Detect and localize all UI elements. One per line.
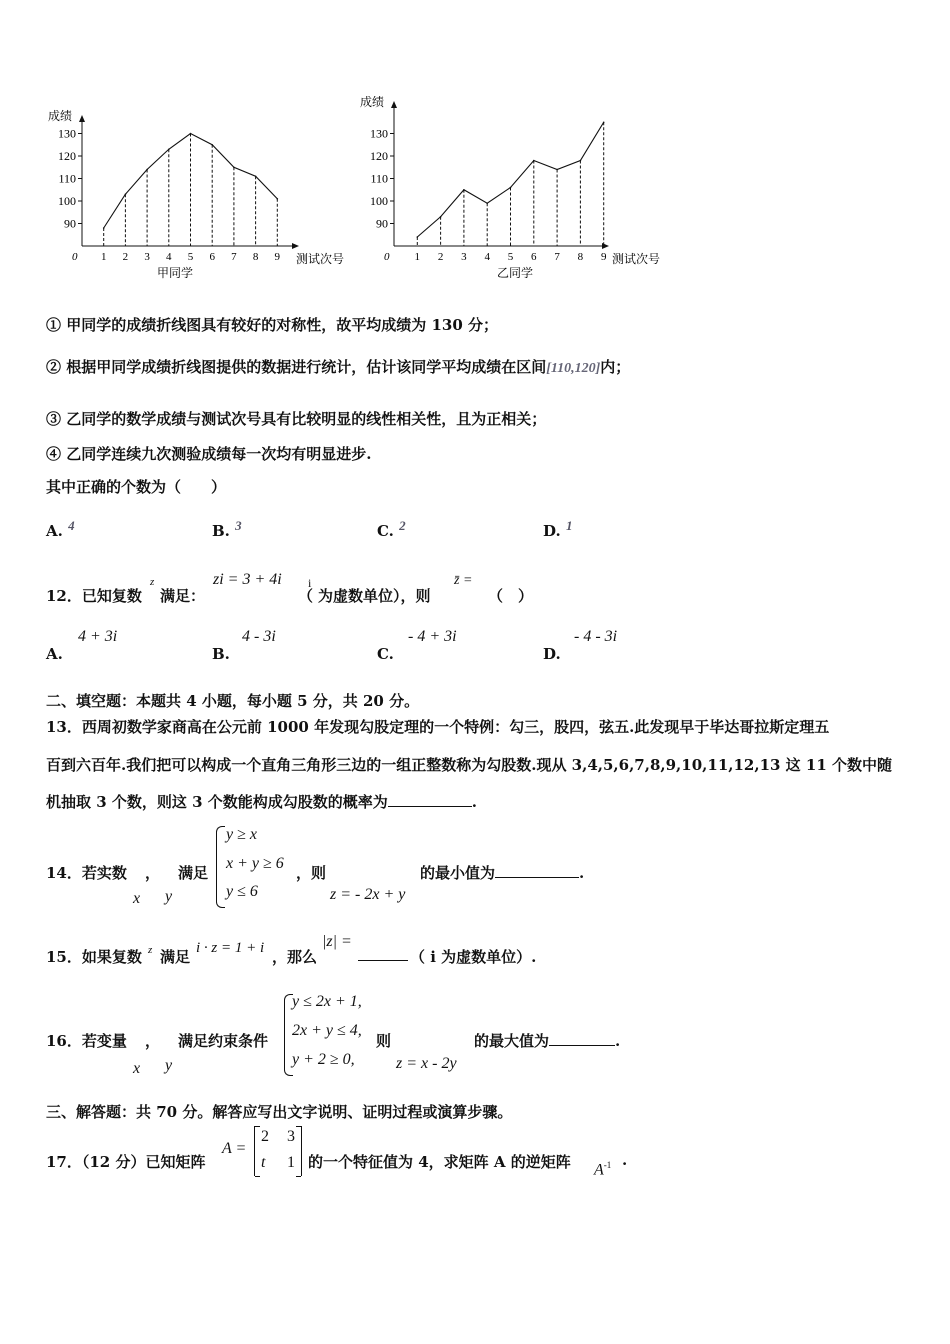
data-point xyxy=(463,189,465,191)
q15-abs-z: |z| = xyxy=(322,933,352,950)
q13-answer-blank[interactable] xyxy=(388,792,472,807)
q13-line-1: 13．西周初数学家商高在公元前 1000 年发现勾股定理的一个特例：勾三，股四，弦五.此发现早于毕达哥拉斯定理五 xyxy=(46,718,830,736)
data-point xyxy=(486,202,488,204)
data-point xyxy=(603,121,605,123)
q15-answer-blank[interactable] xyxy=(358,946,408,961)
q14-var-x: x xyxy=(133,890,141,907)
q17-inverse-A: A xyxy=(594,1161,604,1179)
y-tick-label: 130 xyxy=(58,126,76,141)
q17-A-eq: A = xyxy=(222,1140,247,1157)
chart-title: 乙同学 xyxy=(496,266,534,280)
x-tick-label: 8 xyxy=(577,251,584,263)
q17-matrix xyxy=(254,1126,302,1176)
q12-option-b-value[interactable]: 4 - 3i xyxy=(242,628,276,645)
q15-then: ，那么 xyxy=(272,948,318,966)
x-tick-label: 1 xyxy=(414,251,421,263)
q17-end: . xyxy=(622,1151,628,1169)
q12-stem-prefix: 12．已知复数 xyxy=(46,587,142,605)
q13-line-3-text: 机抽取 3 个数，则这 3 个数能构成勾股数的概率为 xyxy=(46,793,388,811)
q16-prefix: 16．若变量 xyxy=(46,1032,127,1050)
q14-brace xyxy=(216,826,225,908)
y-axis-arrow xyxy=(79,115,85,122)
origin-label: 0 xyxy=(72,251,78,263)
y-tick-label: 100 xyxy=(58,194,76,208)
x-tick-label: 7 xyxy=(231,251,237,263)
q17-matrix-m11: 2 xyxy=(261,1128,269,1145)
q17-matrix-m22: 1 xyxy=(287,1154,295,1171)
q12-zbar: z̄ = xyxy=(454,573,473,588)
q15-answer-blank-wrap xyxy=(358,946,408,965)
data-point xyxy=(255,175,257,177)
q12-option-c-value[interactable]: - 4 + 3i xyxy=(408,628,457,645)
q17-post: 的一个特征值为 4，求矩阵 A 的逆矩阵 xyxy=(308,1153,571,1171)
q15-unit: （ i 为虚数单位）. xyxy=(410,948,537,966)
y-axis-label: 成绩 xyxy=(360,96,385,109)
x-tick-label: 4 xyxy=(166,251,172,263)
q16-post xyxy=(474,1030,620,1051)
x-tick-label: 9 xyxy=(600,251,607,263)
y-tick-label: 130 xyxy=(370,126,388,141)
y-axis-label: 成绩 xyxy=(48,109,73,123)
statement-2-interval: [110,120] xyxy=(546,361,601,376)
x-axis-arrow xyxy=(292,243,299,249)
q12-equation: zi = 3 + 4i xyxy=(213,571,282,588)
q14-objective: z = - 2x + y xyxy=(330,886,406,903)
data-point xyxy=(417,236,419,238)
q11-option-c[interactable]: C. $^2$ xyxy=(377,518,406,540)
q13-line-3 xyxy=(46,791,477,812)
q17-matrix-m21: t xyxy=(261,1154,266,1171)
q17-matrix-right-bracket xyxy=(296,1126,301,1177)
data-point xyxy=(440,216,442,218)
y-axis-arrow xyxy=(391,101,397,108)
y-tick-label: 90 xyxy=(64,216,76,231)
q16-then: 则 xyxy=(376,1032,392,1050)
data-point xyxy=(580,160,582,162)
q16-constraint-2: 2x + y ≤ 4, xyxy=(292,1022,362,1039)
x-tick-label: 2 xyxy=(437,251,444,263)
y-tick-label: 90 xyxy=(376,216,388,231)
q14-constraint-2: x + y ≥ 6 xyxy=(226,855,284,872)
data-point xyxy=(125,193,127,195)
q11-option-b[interactable]: B. $^3$ xyxy=(212,518,242,540)
x-tick-label: 2 xyxy=(122,251,129,263)
q12-unit-text: 为虚数单位），则 xyxy=(318,587,431,605)
q16-post-text: 的最大值为 xyxy=(474,1032,550,1050)
q16-end: . xyxy=(615,1032,621,1050)
q12-option-a-letter[interactable]: A. xyxy=(46,645,63,663)
x-tick-label: 4 xyxy=(484,251,490,263)
chart-jia xyxy=(40,100,360,282)
q15-prefix: 15．如果复数 xyxy=(46,948,142,966)
q16-var-y: y xyxy=(165,1057,173,1074)
data-point xyxy=(146,169,148,171)
x-tick-label: 1 xyxy=(100,251,107,263)
q14-then: ，则 xyxy=(296,864,327,882)
x-tick-label: 7 xyxy=(554,251,560,263)
section-3-heading: 三、解答题：共 70 分。解答应写出文字说明、证明过程或演算步骤。 xyxy=(46,1103,513,1121)
x-tick-label: 8 xyxy=(252,251,259,263)
q13-line-2: 百到六百年.我们把可以构成一个直角三角形三边的一组正整数称为勾股数.现从 3,4,5,6,7,8,9,10,11,12,13 这 11 个数中随 xyxy=(46,756,892,774)
q14-end: . xyxy=(579,864,585,882)
y-tick-label: 110 xyxy=(370,171,388,186)
statement-1: ① 甲同学的成绩折线图具有较好的对称性，故平均成绩为 130 分； xyxy=(46,316,498,334)
q17-matrix-m12: 3 xyxy=(287,1128,295,1145)
q16-answer-blank[interactable] xyxy=(549,1031,615,1046)
q12-option-b-letter[interactable]: B. xyxy=(212,645,230,663)
statement-2 xyxy=(46,356,630,377)
q11-option-a[interactable]: A. $^4$ xyxy=(46,518,75,540)
q13-end: . xyxy=(471,793,477,811)
q12-option-a-value[interactable]: 4 + 3i xyxy=(78,628,118,645)
data-point xyxy=(103,227,105,229)
q14-constraint-1: y ≥ x xyxy=(226,826,257,843)
q17-prefix: 17．（12 分）已知矩阵 xyxy=(46,1153,206,1171)
x-tick-label: 5 xyxy=(507,251,514,263)
data-point xyxy=(168,148,170,150)
x-tick-label: 6 xyxy=(209,251,215,263)
q16-mid: 满足约束条件 xyxy=(178,1032,269,1050)
data-point xyxy=(533,160,535,162)
data-point xyxy=(556,169,558,171)
x-axis-label: 测试次号 xyxy=(612,252,661,266)
q16-comma: ， xyxy=(145,1032,161,1050)
q12-end: （ ） xyxy=(488,587,534,605)
data-point xyxy=(510,187,512,189)
x-tick-label: 9 xyxy=(274,251,281,263)
x-tick-label: 6 xyxy=(531,251,537,263)
q15-mid: 满足 xyxy=(160,948,191,966)
x-axis-label: 测试次号 xyxy=(296,252,345,266)
q14-comma: ， xyxy=(145,864,161,882)
q15-var-z: z xyxy=(148,944,153,956)
chart-title: 甲同学 xyxy=(156,266,194,280)
q16-objective: z = x - 2y xyxy=(396,1055,457,1072)
statement-3: ③ 乙同学的数学成绩与测试次号具有比较明显的线性相关性，且为正相关； xyxy=(46,410,547,428)
q16-constraint-1: y ≤ 2x + 1, xyxy=(292,993,362,1010)
q12-unit-i: i xyxy=(308,576,312,590)
statement-2-text: ② 根据甲同学成绩折线图提供的数据进行统计，估计该同学平均成绩在区间 xyxy=(46,358,547,376)
y-tick-label: 120 xyxy=(370,149,388,163)
q12-option-c-letter[interactable]: C. xyxy=(377,645,394,663)
q14-answer-blank[interactable] xyxy=(495,863,579,878)
q11-question: 其中正确的个数为（ ） xyxy=(46,478,227,496)
data-point xyxy=(211,144,213,146)
x-tick-label: 3 xyxy=(144,251,150,263)
q14-var-y: y xyxy=(165,888,173,905)
q17-inverse xyxy=(594,1160,611,1179)
q12-option-d-value[interactable]: - 4 - 3i xyxy=(574,628,618,645)
chart-yi xyxy=(350,96,680,282)
y-tick-label: 100 xyxy=(370,194,388,208)
q14-post xyxy=(420,862,584,883)
q12-option-d-letter[interactable]: D. xyxy=(543,645,561,663)
section-2-heading: 二、填空题：本题共 4 小题，每小题 5 分，共 20 分。 xyxy=(46,692,420,710)
y-tick-label: 110 xyxy=(58,171,76,186)
data-point xyxy=(233,166,235,168)
data-point xyxy=(190,133,192,135)
x-tick-label: 5 xyxy=(187,251,194,263)
q15-equation: i · z = 1 + i xyxy=(196,940,265,956)
q12-stem-mid: 满足： xyxy=(160,587,206,605)
x-tick-label: 3 xyxy=(461,251,467,263)
statement-4: ④ 乙同学连续九次测验成绩每一次均有明显进步. xyxy=(46,445,372,463)
q16-var-x: x xyxy=(133,1060,141,1077)
q14-prefix: 14．若实数 xyxy=(46,864,127,882)
y-tick-label: 120 xyxy=(58,149,76,163)
origin-label: 0 xyxy=(384,251,390,263)
data-point xyxy=(277,198,279,200)
q16-constraint-3: y + 2 ≥ 0, xyxy=(292,1051,355,1068)
q12-paren-open: （ xyxy=(298,587,314,605)
q14-constraint-3: y ≤ 6 xyxy=(226,883,258,900)
q14-post-text: 的最小值为 xyxy=(420,864,496,882)
statement-2-end: 内； xyxy=(600,358,631,376)
q12-var-z: z xyxy=(150,576,155,588)
q17-matrix-left-bracket xyxy=(255,1126,260,1177)
q17-inverse-sup: -1 xyxy=(603,1160,612,1170)
q14-mid: 满足 xyxy=(178,864,209,882)
q11-option-d[interactable]: D. $^1$ xyxy=(543,518,573,540)
x-axis-arrow xyxy=(602,243,609,249)
